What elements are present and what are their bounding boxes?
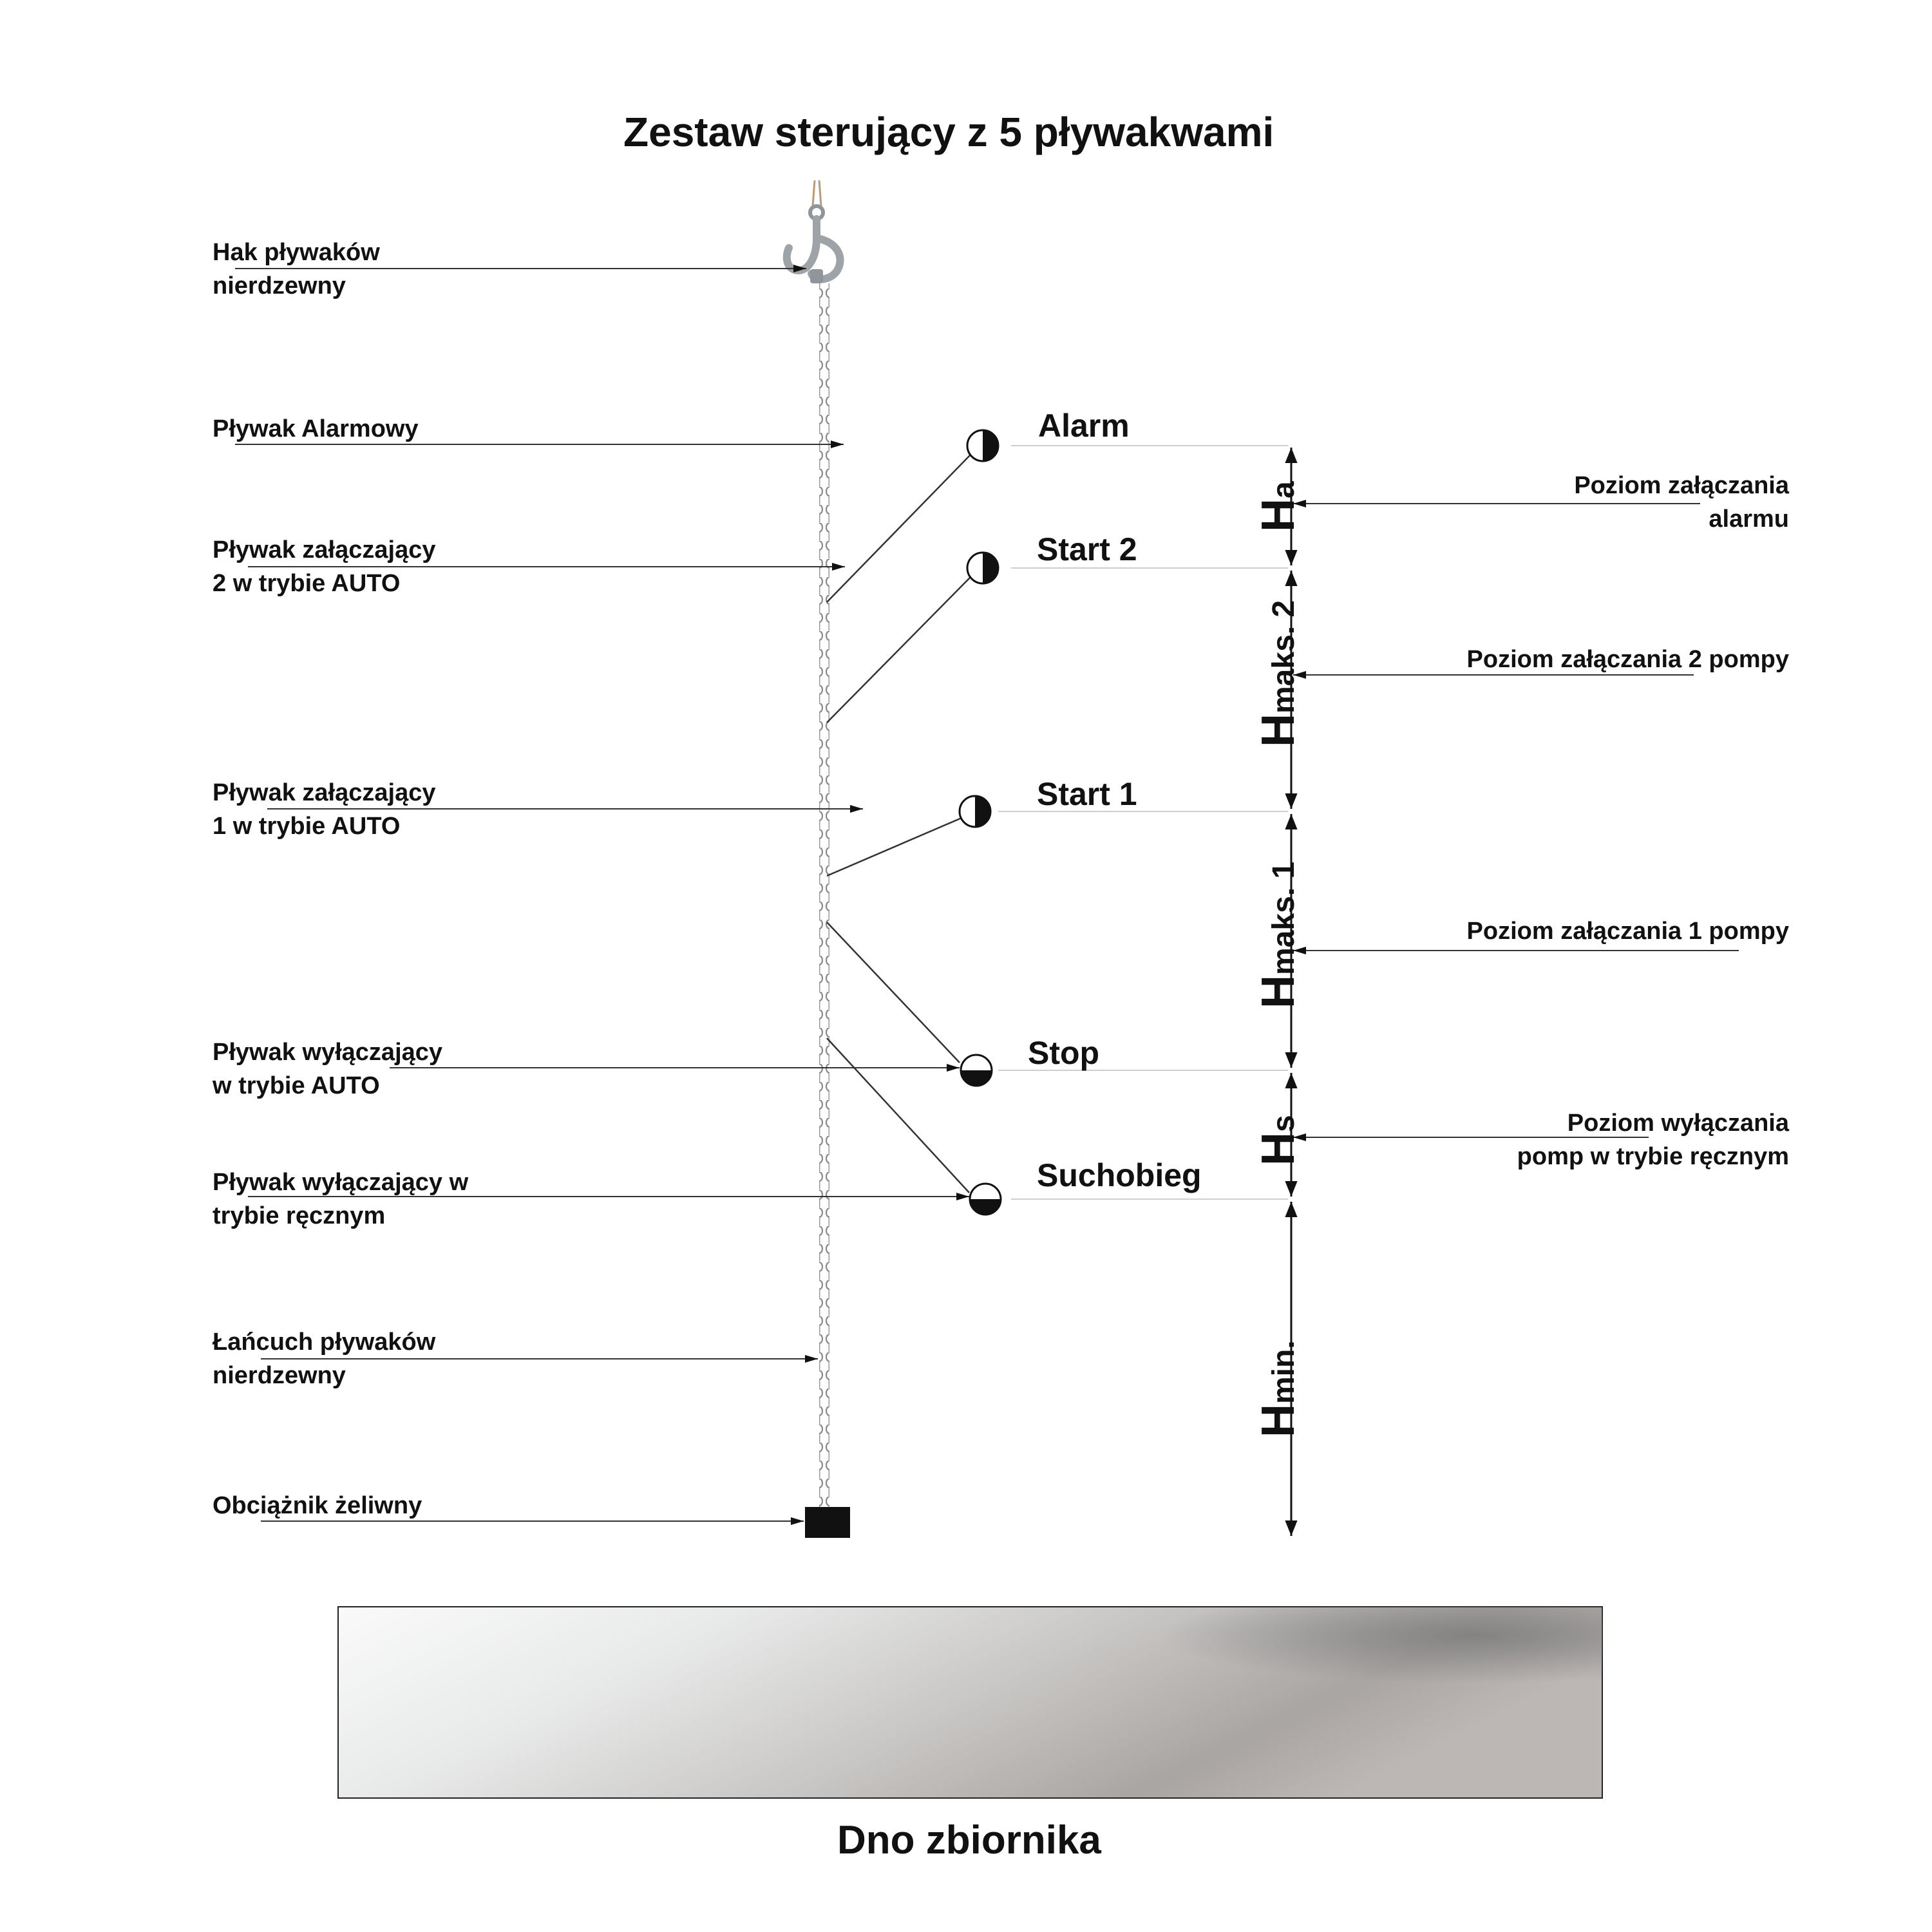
- dimension-ha: [1252, 481, 1305, 532]
- label-pump1-level-line1: Poziom załączania 1 pompy: [1466, 918, 1789, 945]
- label-alarm-level: [1574, 469, 1789, 536]
- label-manual-off-level-line2: pomp w trybie ręcznym: [1517, 1143, 1789, 1170]
- label-start2-float-line1: Pływak załączający: [213, 536, 436, 564]
- float-start2-icon: [967, 553, 998, 583]
- right-leaders: [1293, 504, 1739, 1137]
- diagram-title: Zestaw sterujący z 5 pływakwami: [623, 109, 1274, 155]
- label-pump2-level: [1467, 643, 1789, 676]
- label-weight-line1: Obciążnik żeliwny: [213, 1492, 422, 1519]
- dimension-hmin-main: H: [1253, 1404, 1304, 1437]
- hook-icon: [787, 206, 840, 283]
- label-chain-line1: Łańcuch pływaków: [213, 1329, 436, 1356]
- label-dryrun-float: [213, 1166, 468, 1233]
- label-manual-off-level: [1517, 1106, 1789, 1173]
- dimension-ha-sub: a: [1267, 481, 1301, 498]
- tank-bottom: [338, 1607, 1602, 1798]
- dimension-hmin: [1252, 1340, 1305, 1437]
- dimension-hmin-sub: min.: [1267, 1340, 1301, 1404]
- float-name-start1: Start 1: [1037, 776, 1137, 812]
- label-start1-float-line2: 1 w trybie AUTO: [213, 813, 401, 840]
- label-dryrun-float-line1: Pływak wyłączający w: [213, 1169, 469, 1196]
- float-name-start2: Start 2: [1037, 531, 1137, 567]
- float-name-alarm: Alarm: [1038, 408, 1130, 444]
- float-dryrun-icon: [970, 1184, 1001, 1215]
- dimension-hmax2: [1252, 600, 1305, 747]
- dimension-hs-sub: s: [1267, 1115, 1301, 1132]
- label-stop-float-line1: Pływak wyłączający: [213, 1039, 443, 1066]
- label-chain-line2: nierdzewny: [213, 1362, 346, 1389]
- dimension-hmax1-sub: maks. 1: [1267, 861, 1301, 975]
- label-start2-float: [213, 533, 435, 600]
- cast-iron-weight: [805, 1507, 850, 1538]
- label-hook-line1: Hak pływaków: [213, 239, 380, 266]
- label-alarm-level-line1: Poziom załączania: [1574, 472, 1789, 499]
- chain: [819, 283, 829, 1507]
- label-start2-float-line2: 2 w trybie AUTO: [213, 570, 401, 597]
- label-alarm-float-line1: Pływak Alarmowy: [213, 415, 419, 442]
- label-chain: [213, 1325, 435, 1392]
- dimension-hs: [1252, 1115, 1305, 1166]
- label-stop-float-line2: w trybie AUTO: [213, 1072, 380, 1099]
- label-start1-float: [213, 776, 435, 843]
- label-start1-float-line1: Pływak załączający: [213, 779, 436, 806]
- dimension-hmax2-main: H: [1253, 714, 1304, 747]
- dimension-hs-main: H: [1253, 1132, 1304, 1166]
- label-alarm-level-line2: alarmu: [1709, 506, 1789, 533]
- rope: [813, 180, 821, 206]
- float-name-dryrun: Suchobieg: [1037, 1157, 1202, 1193]
- tank-bottom-label: Dno zbiornika: [837, 1818, 1101, 1862]
- label-weight: [213, 1489, 422, 1522]
- float-alarm-icon: [967, 430, 998, 461]
- float-stop-icon: [961, 1055, 992, 1086]
- label-manual-off-level-line1: Poziom wyłączania: [1567, 1110, 1789, 1137]
- label-alarm-float: [213, 412, 419, 446]
- label-hook: [213, 236, 380, 303]
- label-pump2-level-line1: Poziom załączania 2 pompy: [1466, 646, 1789, 673]
- float-cables: [827, 454, 971, 1193]
- label-hook-line2: nierdzewny: [213, 272, 346, 299]
- float-start1-icon: [960, 796, 990, 827]
- label-pump1-level: [1467, 914, 1789, 948]
- dimension-ha-main: H: [1253, 498, 1304, 532]
- dimension-hmax2-sub: maks. 2: [1267, 600, 1301, 714]
- float-name-stop: Stop: [1028, 1035, 1100, 1071]
- label-dryrun-float-line2: trybie ręcznym: [213, 1202, 386, 1229]
- dimension-hmax1-main: H: [1253, 975, 1304, 1009]
- label-stop-float: [213, 1036, 442, 1103]
- dimension-hmax1: [1252, 862, 1305, 1009]
